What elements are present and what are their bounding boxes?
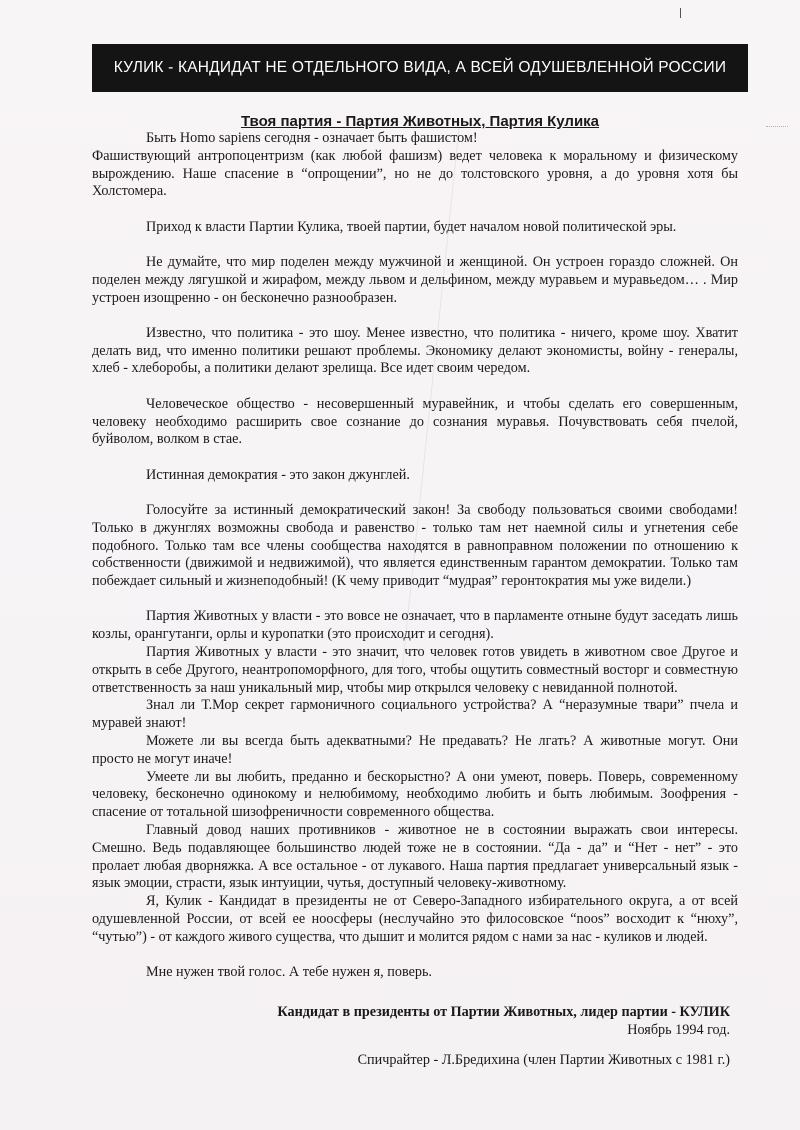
signature-date: Ноябрь 1994 год.: [627, 1021, 730, 1038]
banner-text: КУЛИК - КАНДИДАТ НЕ ОТДЕЛЬНОГО ВИДА, А ВСЕЙ ОДУШЕВЛЕННОЙ РОССИИ: [113, 59, 727, 76]
margin-mark: [766, 118, 788, 127]
paragraph: Партия Животных у власти - это вовсе не означает, что в парламенте отныне будут заседать лишь козлы, орангутанги, орлы и куропатки (это происходит и сегодня).: [92, 608, 738, 643]
paragraph: Я, Кулик - Кандидат в президенты не от Северо-Западного избирательного округа, а от всей одушевленной России, от всей ее ноосферы (неслучайно это филосовское “noos” восходит к “нюху”, “чутью”) - от каждого живого существа, что дышит и молится рядом с нами за нас - куликов и людей.: [92, 893, 738, 945]
document-body: [92, 130, 738, 982]
signature-block: [277, 1004, 730, 1040]
paragraph: Человеческое общество - несовершенный муравейник, и чтобы сделать его совершенным, человеку необходимо расширить свое сознание до сознания муравья. Почувствовать себя пчелой, буйволом, волком в стае.: [92, 395, 738, 448]
paragraph: Быть Homo sapiens сегодня - означает быть фашистом!: [146, 130, 478, 146]
header-banner: [92, 44, 748, 92]
paragraph: Приход к власти Партии Кулика, твоей партии, будет началом новой политической эры.: [146, 218, 677, 235]
paragraph: Не думайте, что мир поделен между мужчиной и женщиной. Он устроен гораздо сложней. Он поделен между лягушкой и жирафом, между львом и дельфином, между муравьем и муравьедом… . Мир устроен изощренно - он бесконечно разнообразен.: [92, 253, 738, 306]
paragraph: Партия Животных у власти - это значит, что человек готов увидеть в животном свое Другое и открыть в себе Другого, неантропоморфного, для того, чтобы ощутить совместный восторг и совместную ответственность за наш уникальный мир, чтобы мир открылся человеку с невиданной полнотой.: [92, 644, 738, 696]
paragraph: Мне нужен твой голос. А тебе нужен я, поверь.: [146, 964, 432, 981]
paragraph: Умеете ли вы любить, преданно и бескорыстно? А они умеют, поверь. Поверь, современному человеку, бесконечно одинокому и нелюбимому, необходимо любить и быть любимым. Зоофрения - спасение от тотальной шизофреничности современного общества.: [92, 768, 738, 821]
paragraph: Знал ли Т.Мор секрет гармоничного социального устройства? А “неразумные твари” пчела и муравей знают!: [92, 697, 738, 732]
paragraph: Можете ли вы всегда быть адекватными? Не предавать? Не лгать? А животные могут. Они просто не могут иначе!: [92, 733, 738, 767]
signature-title: Кандидат в президенты от Партии Животных, лидер партии - КУЛИК: [277, 1004, 730, 1020]
paragraph: Главный довод наших противников - животное не в состоянии выражать свои интересы. Смешно. Ведь подавляющее большинство людей тоже не в состоянии. “Да - да” и “Нет - нет” - это пролает любая дворняжка. А все остальное - от лукавого. Наша партия предлагает универсальный язык - язык эмоции, страсти, язык интуиции, чутья, доступный человеку-животному.: [92, 822, 738, 892]
corner-mark: [680, 8, 681, 18]
paragraph: Голосуйте за истинный демократический закон! За свободу пользоваться своими свободами! Только в джунглях возможны свобода и равенство - только там нет наемной силы и угнетения себе подобного. Только там все члены сообщества находятся в равноправном положении по отношению к собственности (движимой и недвижимой), что является единственным гарантом демократии. Только там побеждает сильный и жизнеподобный! (К чему приводит “мудрая” геронтократия мы уже видели.): [92, 501, 738, 590]
paragraph: Истинная демократия - это закон джунглей.: [146, 466, 410, 483]
paragraph: Фашиствующий антропоцентризм (как любой фашизм) ведет человека к моральному и физическому вырождению. Наше спасение в “опрощении”, но не до толстовского уровня, а до уровня хотя бы Холстомера.: [92, 147, 738, 200]
paragraph: Известно, что политика - это шоу. Менее известно, что политика - ничего, кроме шоу. Хватит делать вид, что именно политики решают проблемы. Экономику делают экономисты, войну - генералы, хлеб - хлеборобы, а политики делают зрелища. Все идет своим чередом.: [92, 324, 738, 377]
speechwriter-credit: Спичрайтер - Л.Бредихина (член Партии Животных с 1981 г.): [357, 1052, 730, 1068]
document-title: Твоя партия - Партия Животных, Партия Кулика: [240, 113, 600, 130]
